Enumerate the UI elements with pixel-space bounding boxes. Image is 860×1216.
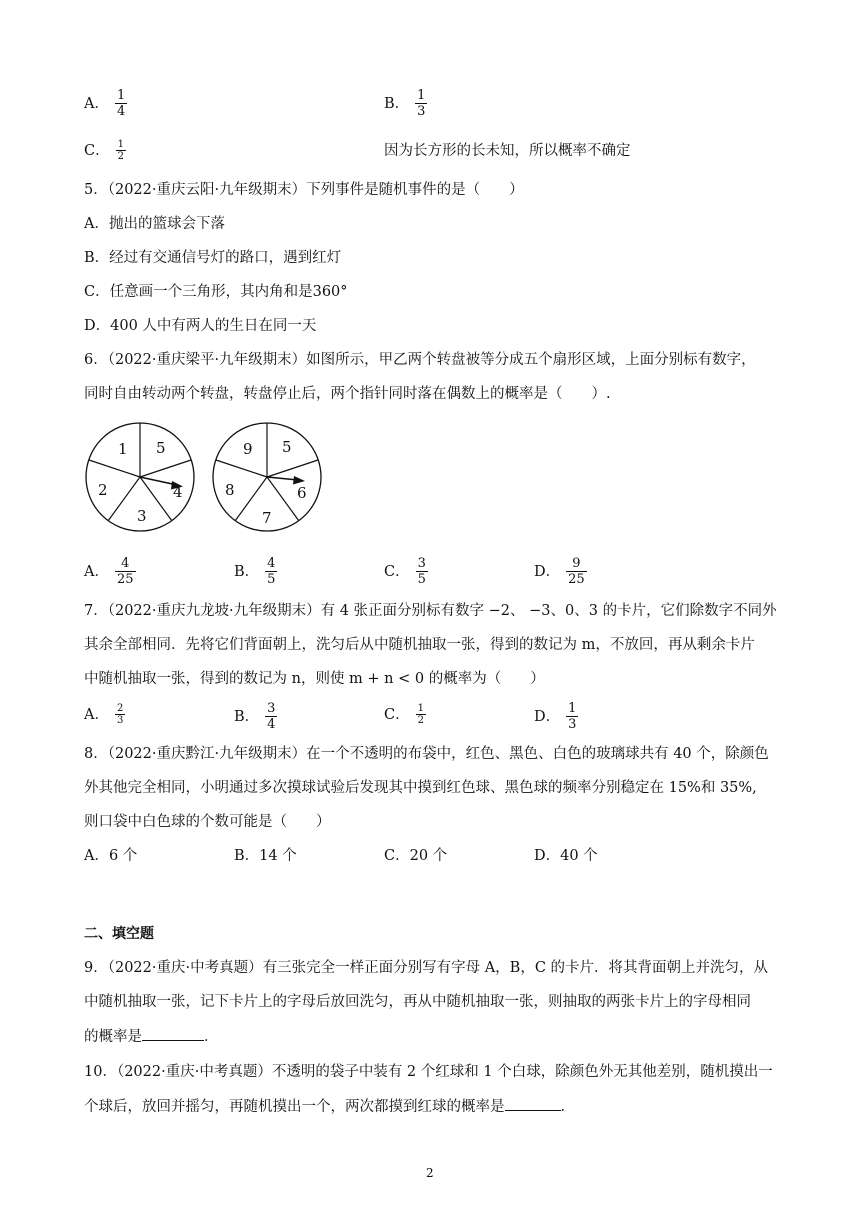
q7-option-a: A． $\frac{2}{3}$ xyxy=(84,703,124,726)
q8-stem-line2: 外其他完全相同，小明通过多次摸球试验后发现其中摸到红色球、黑色球的频率分别稳定在 15%和 35%, xyxy=(84,780,757,796)
q9-stem-line2: 中随机抽取一张，记下卡片上的字母后放回洗匀，再从中随机抽取一张，则抽取的两张卡片上的字母相同 xyxy=(84,994,751,1010)
q10-stem-line1: 10．（2022·重庆·中考真题）不透明的袋子中装有 2 个红球和 1 个白球，除颜色外无其他差别，随机摸出一 xyxy=(84,1064,773,1080)
q6-option-a: A． $\frac{4}{25}$ xyxy=(84,556,134,587)
q6-option-c: C． $\frac{3}{5}$ xyxy=(384,556,426,587)
q8-stem-line1: 8．（2022·重庆黔江·九年级期末）在一个不透明的布袋中，红色、黑色、白色的玻璃球共有 40 个，除颜色 xyxy=(84,746,769,762)
q10-stem-line2: 个球后，放回并摇匀，再随机摸出一个，两次都摸到红球的概率是 ． xyxy=(84,1096,575,1117)
spinner-2-number: 8 xyxy=(225,481,235,499)
answer-blank xyxy=(142,1026,204,1041)
q5-option-a: A．抛出的篮球会下落 xyxy=(84,216,225,232)
spinner-1-number: 3 xyxy=(137,507,147,525)
q4-option-c: C． $\frac{1}{2}$ xyxy=(84,139,124,162)
spinner-2-number: 9 xyxy=(243,440,253,458)
q9-stem-line3: 的概率是 ． xyxy=(84,1026,219,1047)
section-title: 二、填空题 xyxy=(84,926,154,942)
q8-option-a: A．6 个 xyxy=(84,848,138,864)
q8-option-c: C．20 个 xyxy=(384,848,448,864)
q8-option-d: D．40 个 xyxy=(534,848,598,864)
q7-stem-line3: 中随机抽取一张，得到的数记为 n，则使 m + n < 0 的概率为（ ） xyxy=(84,671,545,687)
q7-option-c: C． $\frac{1}{2}$ xyxy=(384,703,424,726)
spinner-1 xyxy=(86,423,194,531)
q6-stem-line2: 同时自由转动两个转盘，转盘停止后，两个指针同时落在偶数上的概率是（ ）. xyxy=(84,386,611,402)
q7-option-b: B． $\frac{3}{4}$ xyxy=(234,701,276,732)
spinner-2-number: 6 xyxy=(297,484,307,502)
spinner-1-number: 4 xyxy=(173,483,183,501)
q8-option-b: B．14 个 xyxy=(234,848,297,864)
page-number: 2 xyxy=(426,1166,434,1180)
q6-option-d: D． $\frac{9}{25}$ xyxy=(534,556,585,587)
q7-stem-line1: 7．（2022·重庆九龙坡·九年级期末）有 4 张正面分别标有数字 −2、 −3、0、3 的卡片，它们除数字不同外 xyxy=(84,603,777,619)
spinner-1-number: 2 xyxy=(98,481,108,499)
q6-option-b: B． $\frac{4}{5}$ xyxy=(234,556,276,587)
spinner-1-number: 5 xyxy=(156,439,166,457)
q5-option-b: B．经过有交通信号灯的路口，遇到红灯 xyxy=(84,250,342,266)
spinner-2 xyxy=(213,423,321,531)
answer-blank xyxy=(505,1096,561,1111)
spinner-2-number: 7 xyxy=(262,509,272,527)
q7-stem-line2: 其余全部相同．先将它们背面朝上，洗匀后从中随机抽取一张，得到的数记为 m，不放回，再从剩余卡片 xyxy=(84,637,755,653)
spinner-2-number: 5 xyxy=(282,438,292,456)
spinner-figure xyxy=(84,420,334,538)
q4-option-a: A． $\frac{1}{4}$ xyxy=(84,88,126,119)
q8-stem-line3: 则口袋中白色球的个数可能是（ ） xyxy=(84,814,331,830)
q7-option-d: D． $\frac{1}{3}$ xyxy=(534,701,577,732)
q5-option-d: D．400 人中有两人的生日在同一天 xyxy=(84,318,317,334)
q6-stem-line1: 6．（2022·重庆梁平·九年级期末）如图所示，甲乙两个转盘被等分成五个扇形区域，上面分别标有数字， xyxy=(84,352,756,368)
q4-option-d: 因为长方形的长未知，所以概率不确定 xyxy=(384,143,631,159)
q9-stem-line1: 9．（2022·重庆·中考真题）有三张完全一样正面分别写有字母 A，B，C 的卡片．将其背面朝上并洗匀，从 xyxy=(84,960,769,976)
q5-stem: 5．（2022·重庆云阳·九年级期末）下列事件是随机事件的是（ ） xyxy=(84,182,524,198)
q4-option-b: B． $\frac{1}{3}$ xyxy=(384,88,426,119)
q5-option-c: C．任意画一个三角形，其内角和是360° xyxy=(84,284,348,300)
spinner-1-number: 1 xyxy=(118,440,128,458)
